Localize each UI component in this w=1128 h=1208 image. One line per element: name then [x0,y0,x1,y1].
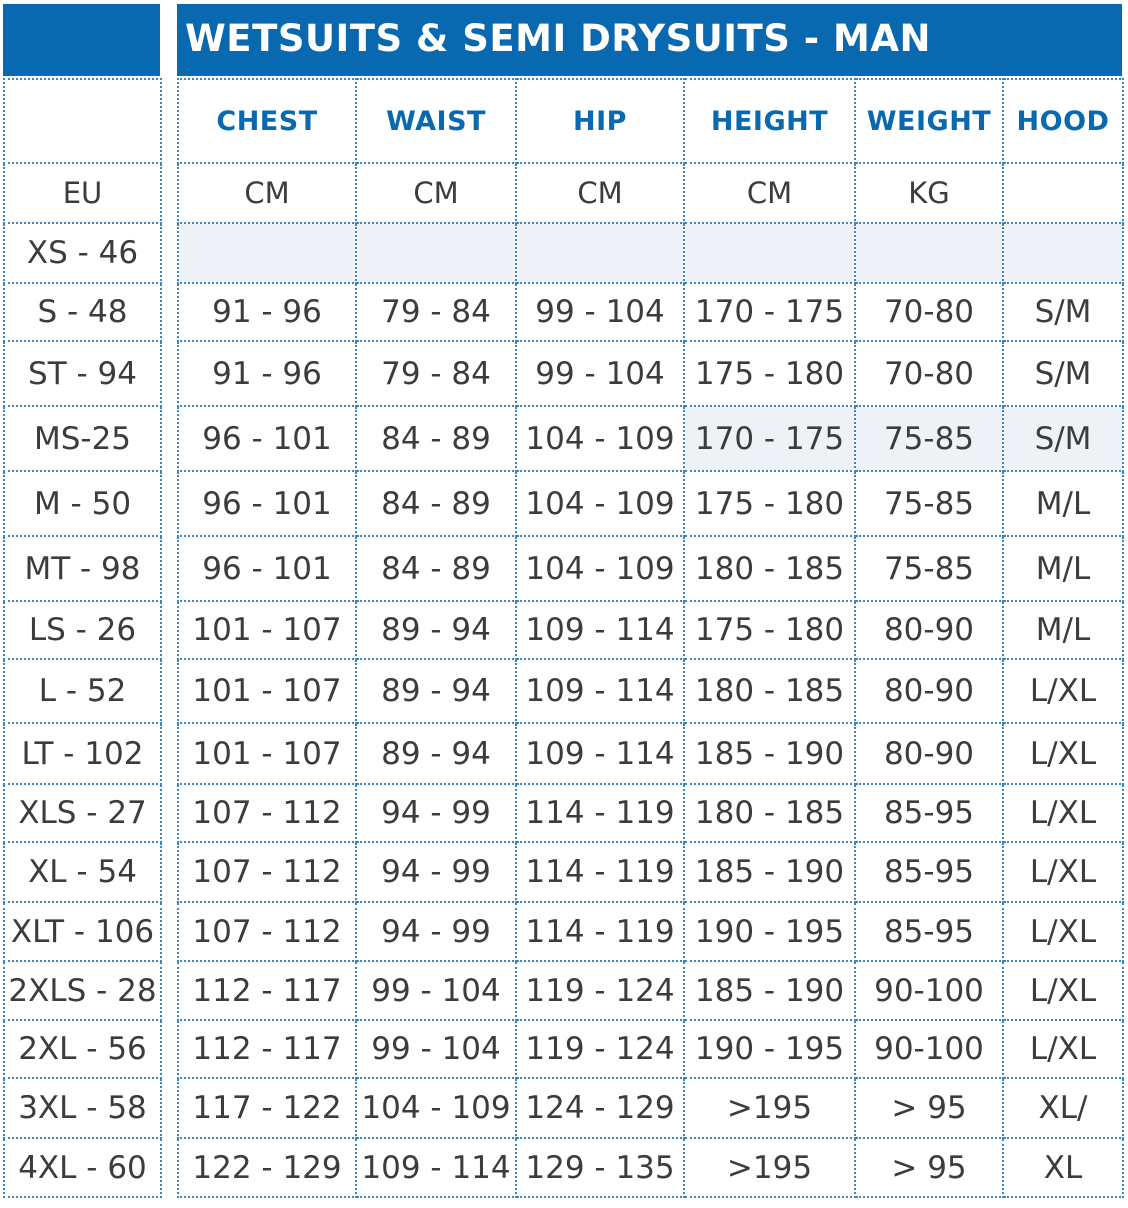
cell-hip: 109 - 114 [516,601,684,659]
column-header-row [178,79,1123,163]
size-label: LT - 102 [4,723,161,784]
size-label: MS-25 [4,406,161,471]
cell-waist: 89 - 94 [356,723,516,784]
size-row [4,1020,161,1078]
cell-hood: L/XL [1003,902,1123,961]
size-row [4,223,161,283]
cell-waist: 94 - 99 [356,842,516,902]
cell-height: >195 [684,1138,855,1197]
cell-hood: S/M [1003,341,1123,406]
table-row [178,1020,1123,1078]
cell-hip: 119 - 124 [516,961,684,1020]
unit-chest: CM [178,163,356,223]
cell-hood: XL [1003,1138,1123,1197]
unit-hood [1003,163,1123,223]
size-row [4,902,161,961]
cell-chest: 101 - 107 [178,723,356,784]
cell-hood: S/M [1003,283,1123,341]
column-header-weight: WEIGHT [855,79,1003,163]
table-row [178,784,1123,842]
cell-hood: L/XL [1003,723,1123,784]
cell-waist [356,223,516,283]
cell-hood: L/XL [1003,659,1123,723]
cell-hip: 119 - 124 [516,1020,684,1078]
cell-chest: 122 - 129 [178,1138,356,1197]
size-unit-label: EU [4,163,161,223]
cell-hood: XL/ [1003,1078,1123,1138]
cell-weight: 75-85 [855,406,1003,471]
cell-weight: 75-85 [855,536,1003,601]
size-row [4,471,161,536]
size-label: L - 52 [4,659,161,723]
cell-weight: 70-80 [855,283,1003,341]
cell-chest: 107 - 112 [178,784,356,842]
cell-chest: 107 - 112 [178,842,356,902]
cell-weight: 85-95 [855,902,1003,961]
cell-hip: 99 - 104 [516,341,684,406]
cell-chest: 112 - 117 [178,1020,356,1078]
cell-hip: 114 - 119 [516,784,684,842]
size-row [4,723,161,784]
table-row [178,471,1123,536]
cell-hood: M/L [1003,601,1123,659]
cell-hip: 124 - 129 [516,1078,684,1138]
size-label: 4XL - 60 [4,1138,161,1197]
size-row [4,601,161,659]
size-label: S - 48 [4,283,161,341]
cell-waist: 99 - 104 [356,961,516,1020]
table-row [178,842,1123,902]
cell-waist: 84 - 89 [356,536,516,601]
column-header-hood: HOOD [1003,79,1123,163]
cell-hip: 109 - 114 [516,723,684,784]
cell-height: 190 - 195 [684,902,855,961]
size-label: XS - 46 [4,223,161,283]
cell-height: 170 - 175 [684,406,855,471]
cell-hip: 129 - 135 [516,1138,684,1197]
cell-hood: L/XL [1003,784,1123,842]
size-label: ST - 94 [4,341,161,406]
table-row [178,536,1123,601]
cell-height [684,223,855,283]
size-row [4,1138,161,1197]
cell-chest: 96 - 101 [178,406,356,471]
column-header-waist: WAIST [356,79,516,163]
size-chart-table [177,78,1124,1198]
column-header-chest: CHEST [178,79,356,163]
cell-waist: 109 - 114 [356,1138,516,1197]
size-label: 2XLS - 28 [4,961,161,1020]
cell-height: 175 - 180 [684,471,855,536]
unit-waist: CM [356,163,516,223]
cell-weight: > 95 [855,1078,1003,1138]
cell-hip: 104 - 109 [516,406,684,471]
unit-weight: KG [855,163,1003,223]
cell-hip [516,223,684,283]
cell-chest: 117 - 122 [178,1078,356,1138]
cell-weight: > 95 [855,1138,1003,1197]
size-row [4,842,161,902]
cell-weight: 80-90 [855,601,1003,659]
cell-chest: 101 - 107 [178,659,356,723]
cell-height: 175 - 180 [684,341,855,406]
cell-chest: 107 - 112 [178,902,356,961]
cell-chest [178,223,356,283]
size-row [4,659,161,723]
table-row [178,659,1123,723]
cell-hip: 104 - 109 [516,536,684,601]
cell-height: 180 - 185 [684,784,855,842]
size-row [4,283,161,341]
size-row [4,341,161,406]
size-label: XLT - 106 [4,902,161,961]
cell-hip: 104 - 109 [516,471,684,536]
size-column [3,78,162,1198]
cell-hood: M/L [1003,471,1123,536]
cell-waist: 94 - 99 [356,902,516,961]
cell-hood: L/XL [1003,842,1123,902]
cell-chest: 96 - 101 [178,536,356,601]
column-header-hip: HIP [516,79,684,163]
size-label: MT - 98 [4,536,161,601]
cell-hood: L/XL [1003,961,1123,1020]
cell-waist: 79 - 84 [356,283,516,341]
cell-height: 170 - 175 [684,283,855,341]
cell-height: 185 - 190 [684,961,855,1020]
cell-height: >195 [684,1078,855,1138]
cell-weight: 80-90 [855,723,1003,784]
size-row [4,1078,161,1138]
unit-hip: CM [516,163,684,223]
cell-height: 190 - 195 [684,1020,855,1078]
cell-waist: 79 - 84 [356,341,516,406]
unit-height: CM [684,163,855,223]
cell-weight: 90-100 [855,1020,1003,1078]
cell-chest: 96 - 101 [178,471,356,536]
cell-hip: 114 - 119 [516,842,684,902]
size-label: 2XL - 56 [4,1020,161,1078]
cell-weight: 80-90 [855,659,1003,723]
cell-weight: 70-80 [855,341,1003,406]
size-row [4,784,161,842]
cell-hood [1003,223,1123,283]
size-column-header-bar [3,4,160,76]
table-row [178,1138,1123,1197]
size-label: XLS - 27 [4,784,161,842]
page-title: WETSUITS & SEMI DRYSUITS - MAN [185,17,931,60]
cell-weight: 90-100 [855,961,1003,1020]
table-row [178,723,1123,784]
table-row [178,601,1123,659]
cell-height: 180 - 185 [684,536,855,601]
size-row [4,536,161,601]
column-header-height: HEIGHT [684,79,855,163]
cell-waist: 104 - 109 [356,1078,516,1138]
cell-hip: 114 - 119 [516,902,684,961]
table-row [178,902,1123,961]
cell-chest: 91 - 96 [178,283,356,341]
table-row [178,406,1123,471]
cell-chest: 112 - 117 [178,961,356,1020]
size-row [4,961,161,1020]
cell-waist: 94 - 99 [356,784,516,842]
cell-height: 180 - 185 [684,659,855,723]
cell-chest: 91 - 96 [178,341,356,406]
cell-waist: 84 - 89 [356,471,516,536]
cell-waist: 84 - 89 [356,406,516,471]
cell-chest: 101 - 107 [178,601,356,659]
size-label: M - 50 [4,471,161,536]
cell-hood: L/XL [1003,1020,1123,1078]
cell-waist: 99 - 104 [356,1020,516,1078]
cell-hood: S/M [1003,406,1123,471]
size-row [4,406,161,471]
cell-height: 175 - 180 [684,601,855,659]
size-header-empty-cell [4,79,161,163]
table-row [178,1078,1123,1138]
table-row [178,341,1123,406]
size-label: LS - 26 [4,601,161,659]
cell-weight: 85-95 [855,842,1003,902]
cell-height: 185 - 190 [684,723,855,784]
cell-weight: 75-85 [855,471,1003,536]
title-bar [177,4,1122,76]
cell-waist: 89 - 94 [356,601,516,659]
cell-hip: 109 - 114 [516,659,684,723]
cell-hood: M/L [1003,536,1123,601]
size-label: XL - 54 [4,842,161,902]
cell-weight [855,223,1003,283]
cell-hip: 99 - 104 [516,283,684,341]
cell-weight: 85-95 [855,784,1003,842]
table-row [178,223,1123,283]
unit-row [178,163,1123,223]
table-row [178,283,1123,341]
cell-waist: 89 - 94 [356,659,516,723]
cell-height: 185 - 190 [684,842,855,902]
table-row [178,961,1123,1020]
size-label: 3XL - 58 [4,1078,161,1138]
